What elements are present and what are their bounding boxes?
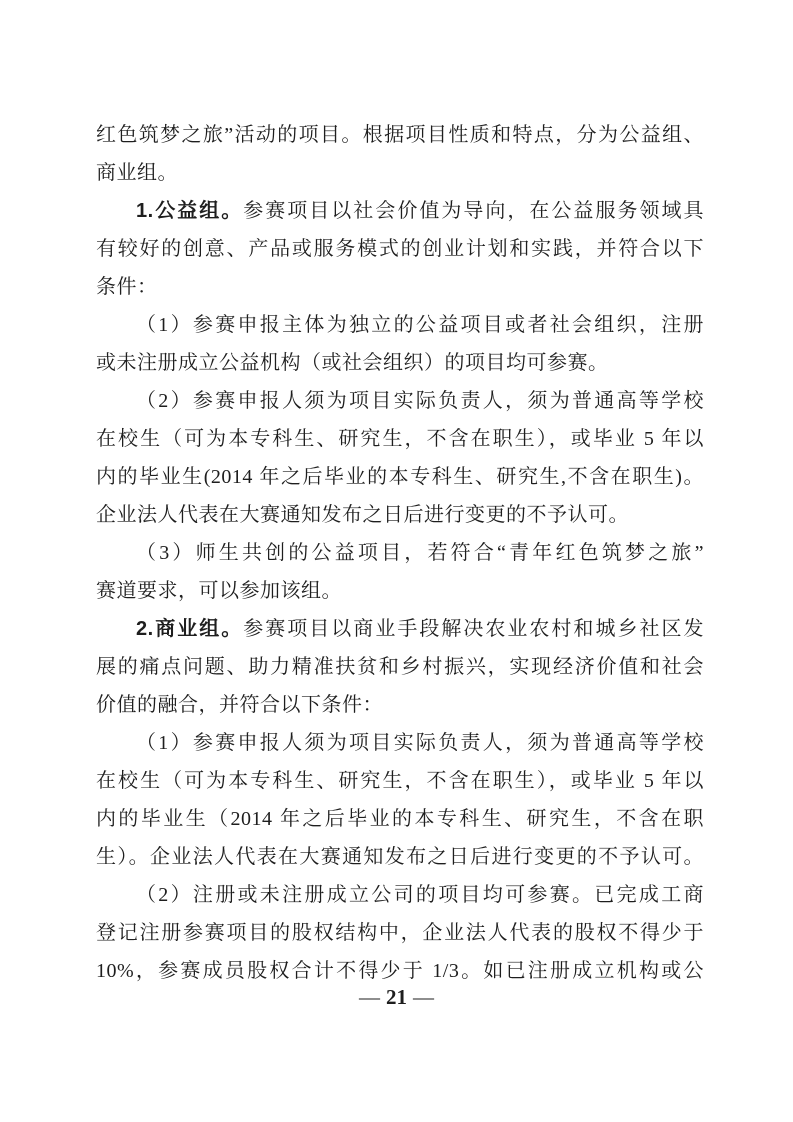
text-line: 价值的融合，并符合以下条件： xyxy=(96,694,383,716)
text-segment: 参赛项目以商业手段解决农业农村和城乡社区发 xyxy=(243,618,704,640)
section-heading: 2.商业组。 xyxy=(136,618,244,640)
text-line: 企业法人代表在大赛通知发布之日后进行变更的不予认可。 xyxy=(96,504,629,526)
text-line: （3）师生共创的公益项目，若符合“青年红色筑梦之旅” xyxy=(136,542,704,564)
text-line: （2）注册或未注册成立公司的项目均可参赛。已完成工商 xyxy=(136,884,704,906)
text-line: 登记注册参赛项目的股权结构中，企业法人代表的股权不得少于 xyxy=(96,922,704,944)
section-heading: 1.公益组。 xyxy=(136,200,244,222)
text-line: 在校生（可为本专科生、研究生，不含在职生），或毕业 5 年以 xyxy=(96,770,704,792)
text-line: 在校生（可为本专科生、研究生，不含在职生），或毕业 5 年以 xyxy=(96,428,704,450)
text-line: 赛道要求，可以参加该组。 xyxy=(96,580,342,602)
text-line: 展的痛点问题、助力精准扶贫和乡村振兴，实现经济价值和社会 xyxy=(96,656,704,678)
text-line: （1）参赛申报人须为项目实际负责人，须为普通高等学校 xyxy=(136,732,704,754)
text-line: 条件： xyxy=(96,276,158,298)
text-line: 内的毕业生(2014 年之后毕业的本专科生、研究生,不含在职生)。 xyxy=(96,466,704,488)
text-line: 生）。企业法人代表在大赛通知发布之日后进行变更的不予认可。 xyxy=(96,846,704,868)
document-body xyxy=(96,116,704,990)
text-segment: 参赛项目以社会价值为导向，在公益服务领域具 xyxy=(243,200,704,222)
text-line xyxy=(96,192,704,230)
text-line: 商业组。 xyxy=(96,162,178,184)
text-line: 内的毕业生（2014 年之后毕业的本专科生、研究生，不含在职 xyxy=(96,808,704,830)
text-line: （1）参赛申报主体为独立的公益项目或者社会组织，注册 xyxy=(136,314,704,336)
text-line: 红色筑梦之旅”活动的项目。根据项目性质和特点，分为公益组、 xyxy=(96,124,704,146)
text-line: 或未注册成立公益机构（或社会组织）的项目均可参赛。 xyxy=(96,352,609,374)
text-line xyxy=(96,610,704,648)
text-line: 有较好的创意、产品或服务模式的创业计划和实践，并符合以下 xyxy=(96,238,704,260)
page-number: 21 xyxy=(386,985,407,1009)
text-line: （2）参赛申报人须为项目实际负责人，须为普通高等学校 xyxy=(136,390,704,412)
page-number-dash-left: — xyxy=(359,985,380,1009)
text-line: 10%，参赛成员股权合计不得少于 1/3。如已注册成立机构或公 xyxy=(96,960,704,982)
page-number-dash-right: — xyxy=(413,985,434,1009)
page-footer xyxy=(0,984,793,1010)
